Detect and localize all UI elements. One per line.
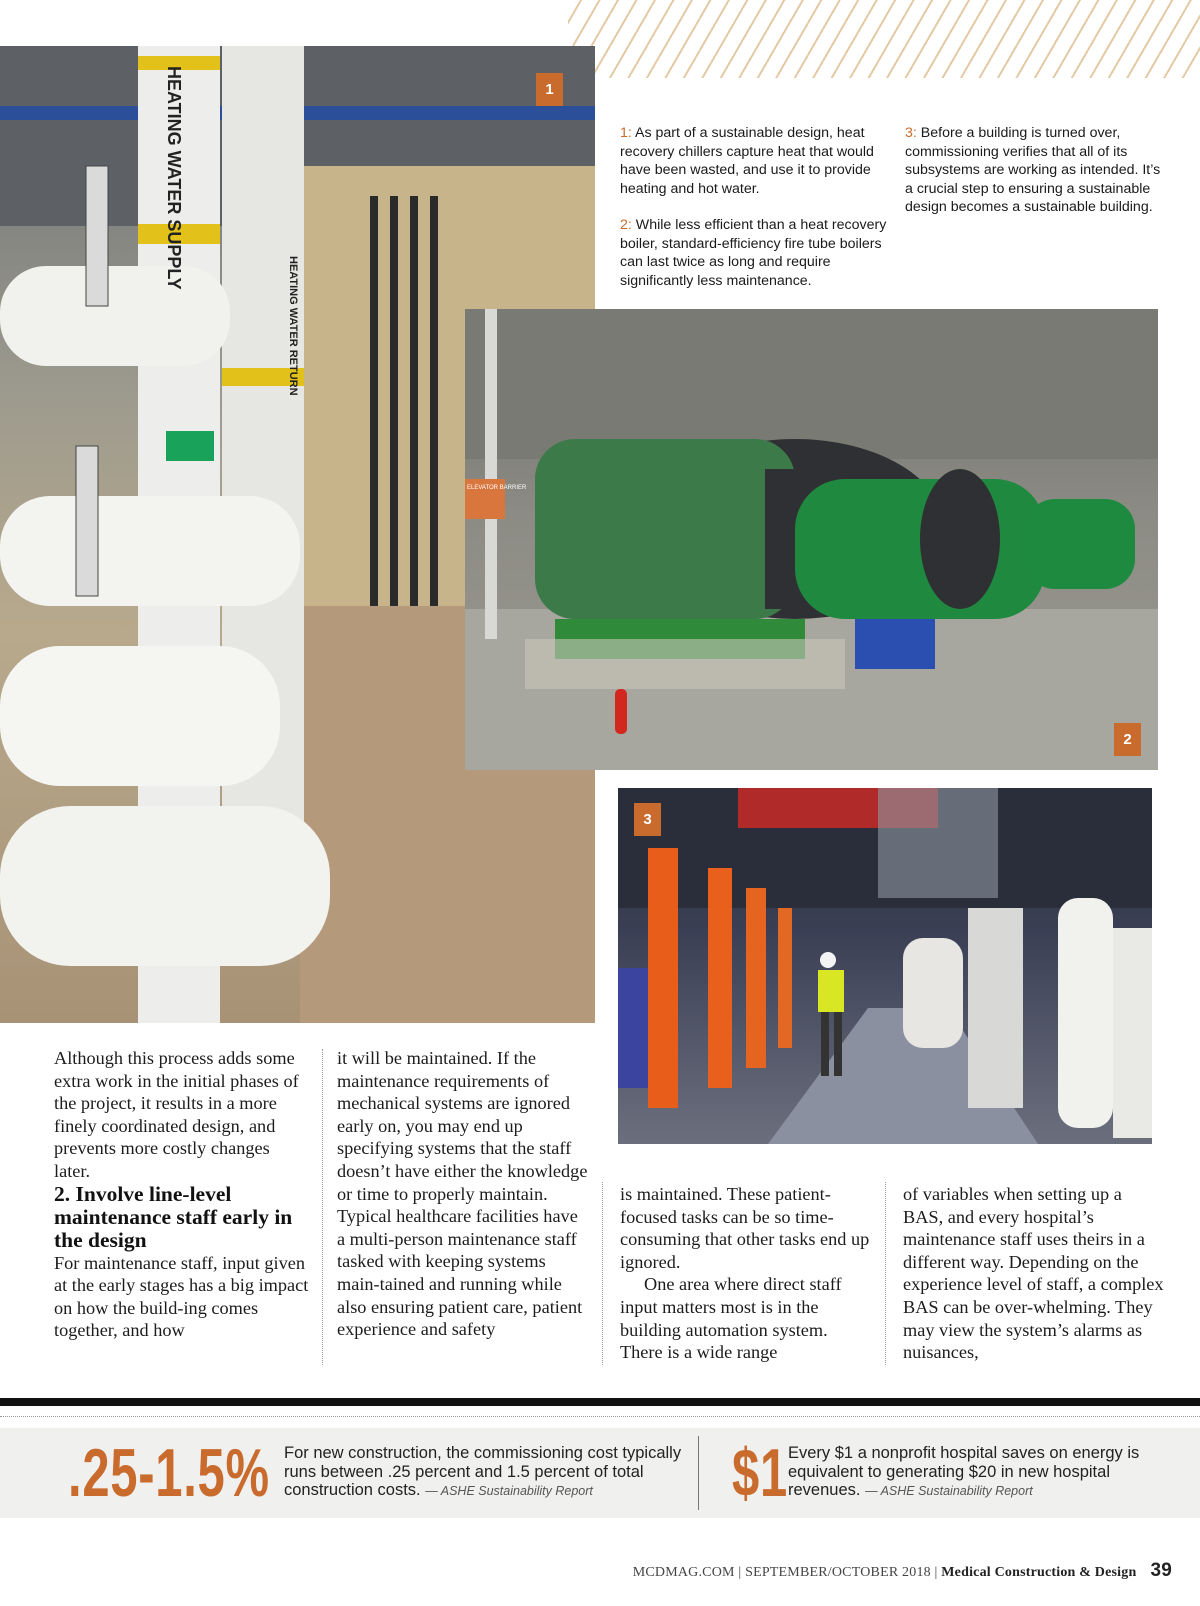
stat-text-commissioning: For new construction, the commissioning cost typically runs between .25 percent and 1.5 percent of total construction costs. — ASHE Sustainability Report [284, 1444, 682, 1499]
boiler-room-illustration [465, 309, 1158, 770]
stat-figure-commissioning: .25-1.5% [68, 1435, 270, 1511]
body-column-2 [337, 1047, 589, 1341]
body-paragraph: One area where direct staff input matters most is in the building automation system. There is a wide range [620, 1274, 842, 1363]
section-heading: 2. Involve line-level maintenance staff early in the design [54, 1181, 293, 1252]
page-number: 39 [1150, 1560, 1172, 1581]
body-paragraph: of variables when setting up a BAS, and every hospital’s maintenance staff uses theirs in a different way. Depending on the experience level of staff, a complex BAS can be over-whelming. They may view the system’s alarms as nuisances, [903, 1184, 1164, 1363]
photo-boiler-room [465, 309, 1158, 770]
column-divider [602, 1182, 603, 1365]
caption-1: 1: As part of a sustainable design, heat recovery chillers capture heat that would have been wasted, and use it to provide heating and hot water. [620, 125, 874, 197]
photo-mechanical-worker [618, 788, 1152, 1144]
body-paragraph: Although this process adds some extra work in the initial phases of the project, it results in a more finely coordinated design, and prevents more costly changes later. [54, 1048, 299, 1181]
mechanical-room-illustration [618, 788, 1152, 1144]
pipe-label-supply: HEATING WATER SUPPLY [164, 66, 184, 290]
column-divider [885, 1182, 886, 1365]
page-footer: MCDMAG.COM | SEPTEMBER/OCTOBER 2018 | Medical Construction & Design 39 [632, 1560, 1172, 1581]
body-paragraph: is maintained. These patient-focused tasks can be so time-consuming that other tasks end up ignored. [620, 1184, 870, 1272]
caption-column-left [620, 124, 890, 308]
footer-site: MCDMAG.COM [632, 1565, 735, 1580]
caption-3: 3: Before a building is turned over, commissioning verifies that all of its subsystems are working as intended. It’s a crucial step to ensuring a sustainable design becomes a sustainable building. [905, 125, 1161, 215]
stat-text-energy: Every $1 a nonprofit hospital saves on energy is equivalent to generating $20 in new hospital revenues. — ASHE Sustainability Report [788, 1444, 1140, 1499]
stat-source: — ASHE Sustainability Report [865, 1484, 1033, 1498]
caption-column-right [905, 124, 1167, 235]
photo-badge-1: 1 [536, 73, 563, 106]
stat-figure-energy: $1 [732, 1435, 788, 1511]
stat-divider [698, 1436, 699, 1510]
footer-magazine: Medical Construction & Design [941, 1565, 1137, 1580]
decorative-hatch-pattern [568, 0, 1200, 78]
photo-badge-3: 3 [634, 803, 661, 836]
body-column-1 [54, 1047, 310, 1342]
pipe-label-return: HEATING WATER RETURN [287, 256, 299, 396]
caption-2: 2: While less efficient than a heat recovery boiler, standard-efficiency fire tube boilers can last twice as long and require significantly less maintenance. [620, 217, 887, 289]
stat-source: — ASHE Sustainability Report [425, 1484, 593, 1498]
footer-issue: SEPTEMBER/OCTOBER 2018 [745, 1565, 931, 1580]
body-paragraph: it will be maintained. If the maintenance requirements of mechanical systems are ignored early on, you may end up specifying systems that the staff doesn’t have either the knowledge or time to properly maintain. Typical healthcare facilities have a multi-person maintenance staff tasked with keeping systems main-tained and running while also ensuring patient care, patient experience and safety [337, 1048, 588, 1340]
column-divider [322, 1049, 323, 1365]
body-column-4 [903, 1183, 1165, 1364]
section-rule [0, 1398, 1200, 1406]
photo-badge-2: 2 [1114, 723, 1141, 756]
body-paragraph: For maintenance staff, input given at the early stages has a big impact on how the build-ing comes together, and how [54, 1252, 309, 1341]
elevator-sign: ELEVATOR BARRIER [467, 485, 527, 491]
dotted-rule [0, 1416, 1200, 1417]
stats-bar [0, 1428, 1200, 1518]
body-column-3 [620, 1183, 872, 1364]
